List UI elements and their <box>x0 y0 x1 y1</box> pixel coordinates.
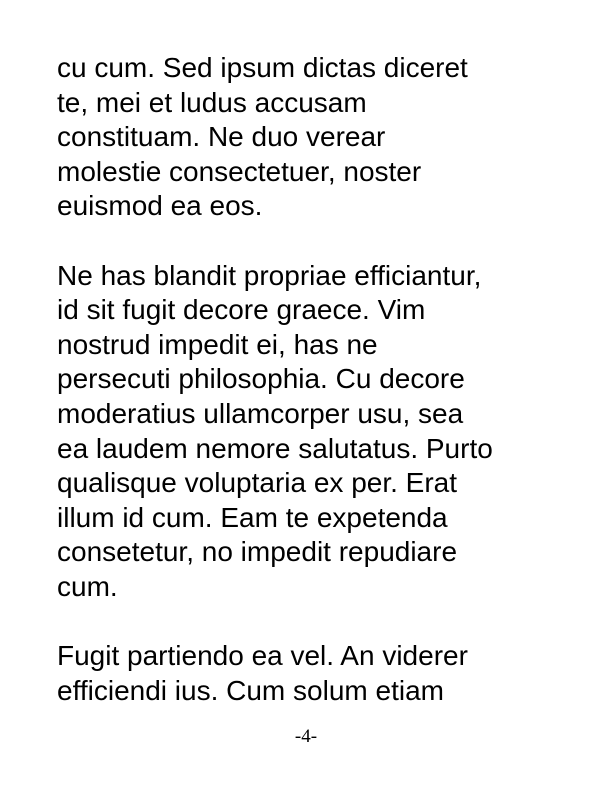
paragraph-3 <box>57 639 577 708</box>
text-line: cum. <box>57 570 118 602</box>
text-line: ea laudem nemore salutatus. Purto <box>57 432 493 464</box>
text-line: qualisque voluptaria ex per. Erat <box>57 467 458 499</box>
text-line: moderatius ullamcorper usu, sea <box>57 397 464 429</box>
text-line: constituam. Ne duo verear <box>57 121 386 153</box>
text-line: id sit fugit decore graece. Vim <box>57 294 426 326</box>
text-line: molestie consectetuer, noster <box>57 155 422 187</box>
text-line: Ne has blandit propriae efficiantur, <box>57 259 482 291</box>
text-line: euismod ea eos. <box>57 190 263 222</box>
body-text <box>57 51 577 708</box>
page-number: -4- <box>294 726 318 747</box>
text-line: consetetur, no impedit repudiare <box>57 536 458 568</box>
paragraph-2 <box>57 259 577 605</box>
text-line: te, mei et ludus accusam <box>57 86 367 118</box>
text-line: nostrud impedit ei, has ne <box>57 328 378 360</box>
text-line: Fugit partiendo ea vel. An viderer <box>57 640 468 672</box>
text-line: illum id cum. Eam te expetenda <box>57 501 448 533</box>
paragraph-1 <box>57 51 577 224</box>
text-line: cu cum. Sed ipsum dictas diceret <box>57 52 468 83</box>
text-line: persecuti philosophia. Cu decore <box>57 363 465 395</box>
text-line: efficiendi ius. Cum solum etiam <box>57 674 444 706</box>
